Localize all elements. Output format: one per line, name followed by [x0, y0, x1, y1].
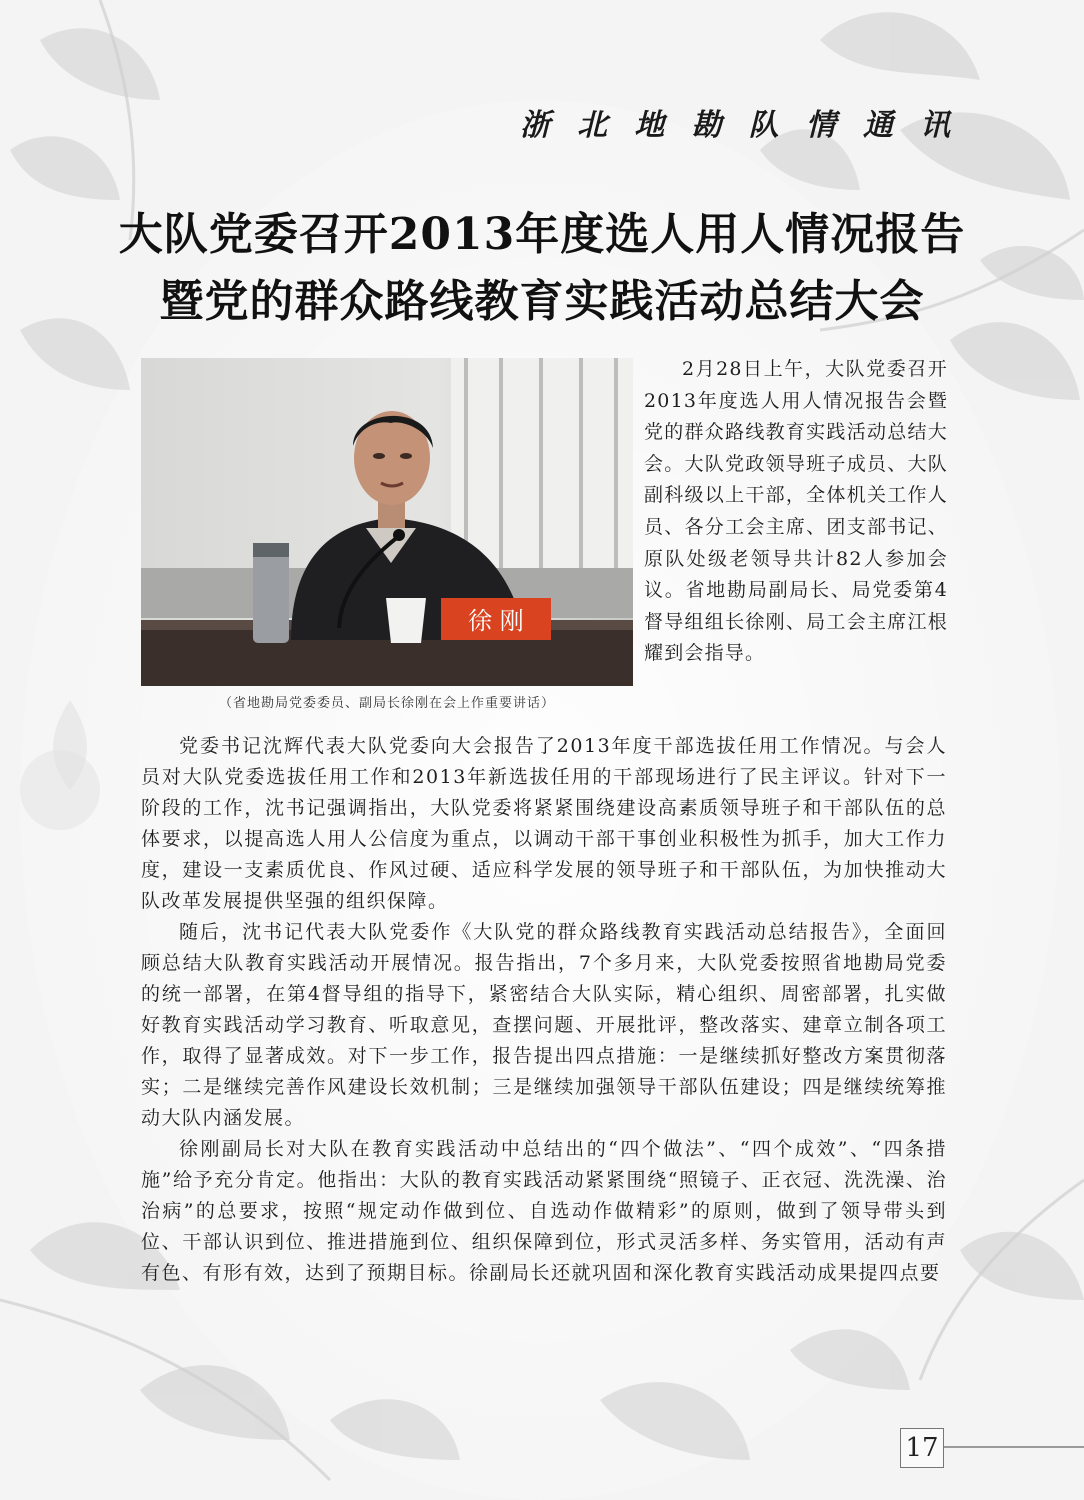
masthead: [520, 100, 950, 144]
speaker-photo: [141, 358, 633, 686]
masthead-char: 勘: [691, 108, 722, 143]
article-title-line-2: 暨党的群众路线教育实践活动总结大会: [159, 276, 925, 327]
intro-column: [644, 354, 948, 670]
masthead-char: 地: [634, 108, 665, 143]
article-title-line-1: 大队党委召开2013年度选人用人情况报告: [118, 209, 966, 260]
photo-caption: （省地勘局党委委员、副局长徐刚在会上作重要讲话）: [218, 696, 555, 711]
body-paragraph: 徐刚副局长对大队在教育实践活动中总结出的“四个做法”、“四个成效”、“四条措施”给予充分肯定。他指出：大队的教育实践活动紧紧围绕“照镜子、正衣冠、洗洗澡、治治病”的总要求，按照“规定动作做到位、自选动作做精彩”的原则，做到了领导带头到位、干部认识到位、推进措施到位、组织保障到位，形式灵活多样、务实管用，活动有声有色、有形有效，达到了预期目标。徐副局长还就巩固和深化教育实践活动成果提四点要: [141, 1138, 947, 1284]
masthead-char: 北: [577, 108, 608, 143]
page-number: 17: [900, 1428, 944, 1468]
intro-paragraph: 2月28日上午，大队党委召开2013年度选人用人情况报告会暨党的群众路线教育实践活动总结大会。大队党政领导班子成员、大队副科级以上干部，全体机关工作人员、各分工会主席、团支部书记、原队处级老领导共计82人参加会议。省地勘局副局长、局党委第4督导组组长徐刚、局工会主席江根耀到会指导。: [644, 358, 948, 665]
article-body: [141, 731, 947, 1289]
masthead-char: 浙: [520, 108, 550, 143]
masthead-char: 通: [862, 108, 893, 143]
nameplate-text: 徐 刚: [468, 607, 524, 635]
body-paragraph: 随后，沈书记代表大队党委作《大队党的群众路线教育实践活动总结报告》，全面回顾总结大队教育实践活动开展情况。报告指出，7个多月来，大队党委按照省地勘局党委的统一部署，在第4督导组的指导下，紧密结合大队实际，精心组织、周密部署，扎实做好教育实践活动学习教育、听取意见，查摆问题、开展批评，整改落实、建章立制各项工作，取得了显著成效。对下一步工作，报告提出四点措施：一是继续抓好整改方案贯彻落实；二是继续完善作风建设长效机制；三是继续加强领导干部队伍建设；四是继续统筹推动大队内涵发展。: [141, 921, 947, 1129]
masthead-char: 队: [748, 108, 779, 143]
page-number-rule: [942, 1446, 1084, 1448]
masthead-char: 讯: [919, 108, 950, 143]
body-paragraph: 党委书记沈辉代表大队党委向大会报告了2013年度干部选拔任用工作情况。与会人员对大队党委选拔任用工作和2013年新选拔任用的干部现场进行了民主评议。针对下一阶段的工作，沈书记强调指出，大队党委将紧紧围绕建设高素质领导班子和干部队伍的总体要求，以提高选人用人公信度为重点，以调动干部干事创业积极性为抓手，加大工作力度，建设一支素质优良、作风过硬、适应科学发展的领导班子和干部队伍，为加快推动大队改革发展提供坚强的组织保障。: [141, 735, 947, 912]
masthead-char: 情: [805, 108, 836, 143]
